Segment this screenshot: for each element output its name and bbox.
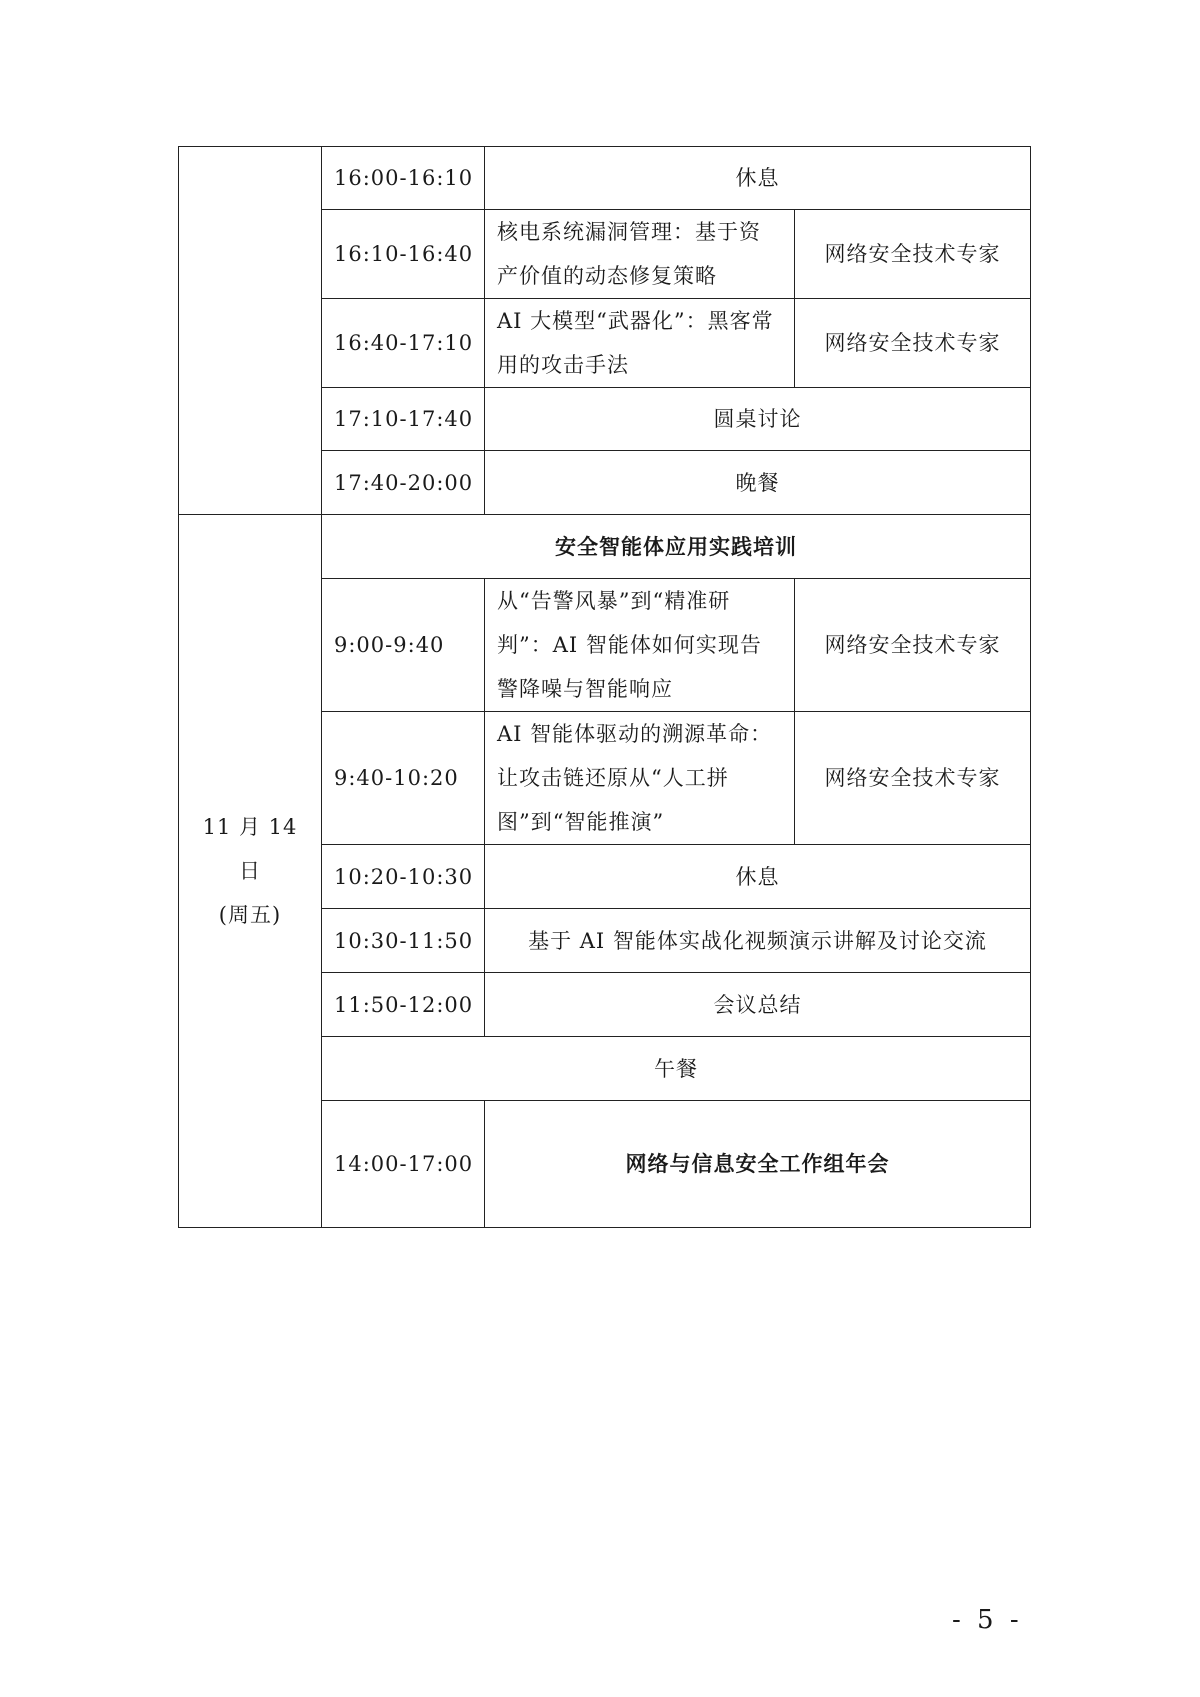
activity-cell: 休息 bbox=[485, 147, 1031, 210]
topic-line: 用的攻击手法 bbox=[497, 353, 629, 377]
speaker-cell: 网络安全技术专家 bbox=[795, 210, 1031, 299]
time-cell: 10:30-11:50 bbox=[322, 909, 485, 973]
section-title: 安全智能体应用实践培训 bbox=[322, 515, 1031, 579]
agenda-table bbox=[178, 146, 1031, 1228]
activity-cell: 基于 AI 智能体实战化视频演示讲解及讨论交流 bbox=[485, 909, 1031, 973]
weekday-line: (周五) bbox=[218, 903, 282, 927]
topic-line: 产价值的动态修复策略 bbox=[497, 264, 717, 288]
speaker-cell: 网络安全技术专家 bbox=[795, 299, 1031, 388]
topic-line: AI 智能体驱动的溯源革命： bbox=[497, 722, 773, 746]
topic-cell bbox=[485, 210, 795, 299]
speaker-cell: 网络安全技术专家 bbox=[795, 579, 1031, 712]
time-cell: 16:00-16:10 bbox=[322, 147, 485, 210]
time-cell: 17:40-20:00 bbox=[322, 451, 485, 515]
activity-cell: 会议总结 bbox=[485, 973, 1031, 1037]
topic-line: 图”到“智能推演” bbox=[497, 810, 665, 834]
date-cell-empty bbox=[179, 147, 322, 515]
topic-cell bbox=[485, 579, 795, 712]
time-cell: 9:40-10:20 bbox=[322, 712, 485, 845]
date-cell bbox=[179, 515, 322, 1228]
time-cell: 11:50-12:00 bbox=[322, 973, 485, 1037]
time-cell: 17:10-17:40 bbox=[322, 388, 485, 451]
table-row bbox=[179, 147, 1031, 210]
time-cell: 9:00-9:40 bbox=[322, 579, 485, 712]
topic-line: 警降噪与智能响应 bbox=[497, 677, 673, 701]
time-cell: 14:00-17:00 bbox=[322, 1101, 485, 1228]
topic-line: 判”：AI 智能体如何实现告 bbox=[497, 633, 762, 657]
meeting-title: 网络与信息安全工作组年会 bbox=[485, 1101, 1031, 1228]
topic-line: 从“告警风暴”到“精准研 bbox=[497, 589, 731, 613]
activity-cell: 圆桌讨论 bbox=[485, 388, 1031, 451]
lunch-cell: 午餐 bbox=[322, 1037, 1031, 1101]
topic-cell bbox=[485, 299, 795, 388]
speaker-cell: 网络安全技术专家 bbox=[795, 712, 1031, 845]
time-cell: 10:20-10:30 bbox=[322, 845, 485, 909]
topic-line: 让攻击链还原从“人工拼 bbox=[497, 766, 729, 790]
topic-cell bbox=[485, 712, 795, 845]
topic-line: AI 大模型“武器化”：黑客常 bbox=[497, 309, 774, 333]
table-row bbox=[179, 515, 1031, 579]
activity-cell: 晚餐 bbox=[485, 451, 1031, 515]
time-cell: 16:40-17:10 bbox=[322, 299, 485, 388]
topic-line: 核电系统漏洞管理：基于资 bbox=[497, 220, 761, 244]
time-cell: 16:10-16:40 bbox=[322, 210, 485, 299]
page-number: - 5 - bbox=[952, 1605, 1023, 1635]
activity-cell: 休息 bbox=[485, 845, 1031, 909]
date-line: 11 月 14 日 bbox=[202, 815, 298, 883]
